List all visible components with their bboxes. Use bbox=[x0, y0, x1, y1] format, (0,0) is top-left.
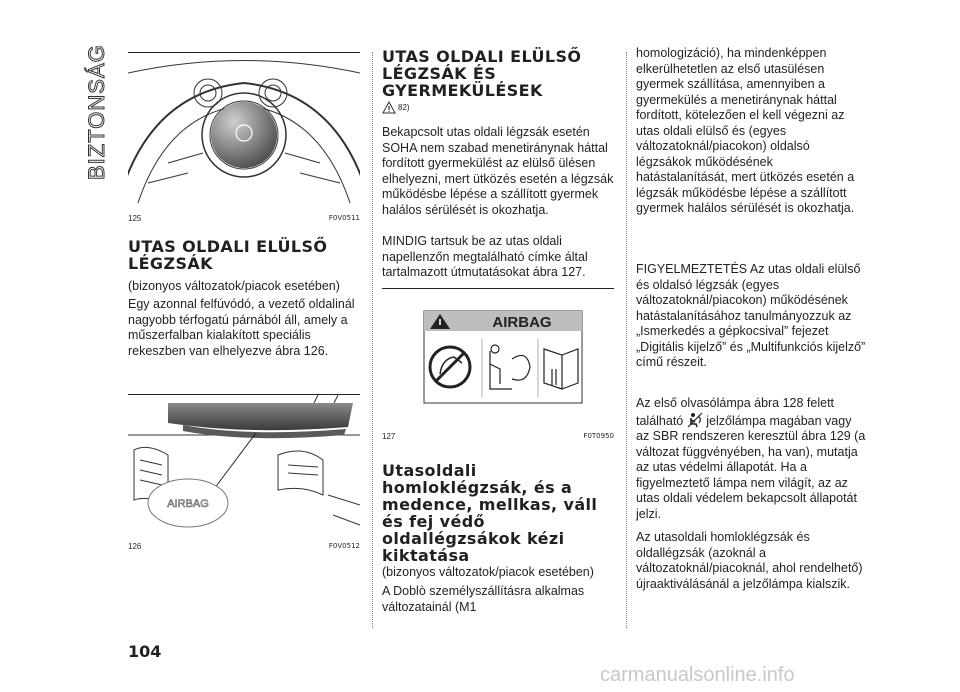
paragraph: homologizáció), ha mindenképpen elkerülhetetlen az első utasülésen gyermek szállítása, amennyiben a gyermekülés a menetiránynak háttal fordított, kötelezően el kell végezni az utas oldali elülső és (egyes változatoknál/piacokon) oldalsó légzsákok működésének hatástalanítását, mert ütközés esetén a légzsák működésbe lépése a szállított gyermek halálos sérülését is okozhatja. bbox=[636, 46, 855, 215]
passenger-airbag-off-icon bbox=[687, 412, 703, 428]
page-number: 104 bbox=[128, 642, 162, 661]
column-divider bbox=[372, 52, 373, 628]
airbag-warning-label-illustration bbox=[382, 289, 614, 429]
dashboard-airbag-illustration bbox=[128, 395, 360, 541]
paragraph: FIGYELMEZTETÉS Az utas oldali elülső és oldalsó légzsák (egyes változatoknál/piacokon) működésének hatástalanításához tanulmányozzuk az „Ismerkedés a gépkocsival” fejezet „Digitális kijelző” és „Multifunkciós kijelző” című részeit. bbox=[636, 262, 866, 369]
section-heading: UTAS OLDALI ELÜLSŐ LÉGZSÁK bbox=[128, 237, 328, 273]
paragraph: A Doblò személyszállításra alkalmas változatainál (M1 bbox=[382, 584, 585, 614]
steering-wheel-illustration bbox=[128, 53, 360, 211]
warning-triangle-icon bbox=[382, 101, 396, 114]
paragraph: Az első olvasólámpa ábra 128 felett található jelzőlámpa magában vagy az SBR rendszeren keresztül ábra 129 (a változat függvényében, ha van), mutatja az utas védelmi állapotát. Ha a figyelmeztető lámpa nem világít, az az utas oldali védelem bekapcsolt állapotát jelzi. bbox=[636, 396, 866, 521]
section-tab: BIZTONSÁG bbox=[84, 44, 109, 180]
column-divider bbox=[626, 52, 627, 628]
figure-127 bbox=[382, 288, 614, 429]
figure-126 bbox=[128, 394, 360, 541]
paragraph: Egy azonnal felfúvódó, a vezető oldalinál nagyobb térfogatú párnából áll, amely a műszerfalban kialakított speciális rekeszben van elhelyezve ábra 126. bbox=[128, 297, 355, 358]
label-airbag-text: AIRBAG bbox=[492, 314, 552, 331]
paragraph: (bizonyos változatok/piacok esetében) bbox=[128, 279, 340, 293]
paragraph: Az utasoldali homloklégzsák és oldallégzsák (azoknál a változatoknál/piacoknál, ahol rendelhető) újraaktiválásánál a jelzőlámpa kialszik. bbox=[636, 530, 863, 591]
figure-125 bbox=[128, 52, 360, 211]
section-heading: Utasoldali homloklégzsák, és a medence, mellkas, váll és fej védő oldallégzsákok kézi kiktatása bbox=[382, 461, 598, 565]
figure-125-caption: 125 F0V0511 bbox=[128, 214, 360, 223]
watermark: carmanualsonline.info bbox=[600, 664, 795, 686]
paragraph: Bekapcsolt utas oldali légzsák esetén SOHA nem szabad menetiránynak háttal fordított gyermekülést az elülső ülésen elhelyezni, mert ütközés esetén a légzsák működésbe lépése a szállított gyermek halálos sérülését is okozhatja. bbox=[382, 125, 614, 217]
warning-reference: 82) bbox=[382, 101, 410, 114]
paragraph: MINDIG tartsuk be az utas oldali napellenzőn megtalálható címke által tartalmazott útmutatásokat ábra 127. bbox=[382, 234, 588, 279]
figure-126-caption: 126 F0V0512 bbox=[128, 542, 360, 551]
paragraph: (bizonyos változatok/piacok esetében) bbox=[382, 565, 594, 579]
section-heading: UTAS OLDALI ELÜLSŐ LÉGZSÁK ÉS GYERMEKÜLÉSEK bbox=[382, 47, 582, 100]
figure-127-caption: 127 F0T0950 bbox=[382, 432, 614, 441]
airbag-label: AIRBAG bbox=[167, 498, 209, 510]
